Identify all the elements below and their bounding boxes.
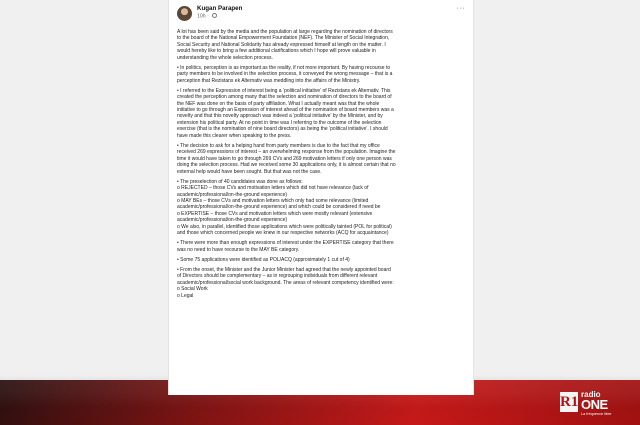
post-text-line: o Social Work (177, 286, 208, 293)
more-options-icon[interactable]: ··· (456, 5, 465, 12)
post-text-line: • The preselection of 40 candidates was done as follows: (177, 178, 303, 185)
post-paragraph (177, 257, 463, 263)
post-text-line: created the perception among many that the selection and nomination of directors to the board of (177, 94, 392, 101)
logo-radio-text: radio (581, 390, 601, 399)
post-text-line: party members to be involved in the selection process, it conveyed the wrong message – that is a (177, 71, 393, 78)
post-text-line: • I referred to the Expression of interest being a ‘political initiative’ of Rezistans ek Alternativ. This (177, 87, 391, 94)
globe-icon (212, 13, 217, 18)
post-paragraph (177, 88, 463, 139)
post-text-line: o We also, in parallel, identified those applications which were politically tainted (POL for political) (177, 223, 392, 230)
post-meta (197, 13, 217, 20)
post-paragraph (177, 143, 463, 175)
post-text-line: initiative to go through an Expression of interest ahead of the nomination of board members was a (177, 107, 394, 114)
post-text-line: understanding the whole selection process. (177, 54, 273, 61)
post-text-line: of Directors should be complementary – as in regrouping individuals from different relevant (177, 273, 378, 280)
post-text-line: and those which concerned people we knew in our respective networks (ACQ for acquaintance) (177, 229, 389, 236)
post-text-line: academic/professional/on-the-ground experience) and which could be considered if need be (177, 204, 381, 211)
post-text-line: o EXPERTISE – those CVs and motivation letters which were mostly relevant (extensive (177, 210, 373, 217)
meta-separator: · (207, 13, 209, 20)
post-text-line: perception that Rezistans ek Alternativ was meddling into the affairs of the Ministry. (177, 77, 361, 84)
author-name[interactable]: Kugan Parapen (197, 5, 243, 12)
post-header (169, 0, 473, 28)
post-text-line: academic/professional/social work background. The areas of relevant competency identified were: (177, 279, 394, 286)
post-text-line: the NEF was done on the basis of party affiliation. What I actually meant was that the whole (177, 100, 380, 107)
post-text-line: o Legal (177, 292, 194, 299)
post-text-line: Social Security and National Solidarity has already expressed himself at length on the matter. I (177, 41, 386, 48)
post-text-line: • Some 75 applications were identified as POL/ACQ (approximately 1 cut of 4) (177, 256, 350, 263)
post-text-line: time it would have taken to go through 269 CVs and 269 motivation letters if only one person was (177, 155, 392, 162)
post-text-line: doing the selection process. Had we received some 30 applications only, it is almost certain that no (177, 162, 396, 169)
post-text-line: A lot has been said by the media and the population at large regarding the nomination of directors (177, 29, 393, 35)
post-text-line: external help would have been sought. But that was not the case. (177, 168, 322, 175)
post-text-line: o REJECTED – those CVs and motivation letters which did not have relevance (lack of (177, 185, 369, 192)
author-avatar[interactable] (177, 6, 192, 21)
post-text-line: • From the onset, the Minister and the Junior Minister had agreed that the newly appointed board (177, 266, 391, 273)
post-text-line: received 269 expressions of interest – an overwhelming response from the population. Imagine the (177, 149, 396, 156)
post-text-line: o MAY BEs – those CVs and motivation letters which only had some relevance (limited (177, 197, 369, 204)
radio-one-logo (560, 390, 632, 420)
logo-tagline: La fréquence libre (581, 412, 612, 416)
post-text-line: extension his political party. At no point in time was I referring to the outcome of the selection (177, 119, 382, 126)
post-text-line: was no need to have recourse to the MAY BE category. (177, 246, 300, 253)
post-text-line: exercise (that is the nomination of nine board directors) as being the ‘political initiative’. I should (177, 126, 388, 133)
post-body (169, 28, 473, 299)
post-paragraph (177, 179, 463, 237)
post-text-line: • The decision to ask for a helping hand from party members is due to the fact that my office (177, 142, 380, 149)
post-text-line: to the board of the National Empowerment Foundation (NEF). The Minister of Social Integration, (177, 35, 390, 42)
post-paragraph (177, 65, 463, 84)
post-text-line: have made this clearer when speaking to the press. (177, 132, 292, 139)
post-paragraph (177, 29, 463, 61)
logo-one-text: ONE (581, 397, 608, 412)
post-text-line: would hereby like to bring a few additional clarifications which I hope will prove valuable in (177, 48, 376, 55)
post-paragraph (177, 240, 463, 253)
logo-mark: R1 (560, 394, 579, 410)
post-text-line: novelty and that this novelty approach was indeed a ‘political initiative’ by the Minister, and by (177, 113, 383, 120)
post-time[interactable]: 10h (197, 13, 206, 20)
post-paragraph (177, 267, 463, 299)
post-text-line: academic/professional/on-the-ground experience) (177, 217, 288, 224)
post-text-line: • In politics, perception is as important as the reality, if not more important. By having recourse to (177, 64, 391, 71)
facebook-post (168, 0, 474, 395)
post-text-line: academic/professional/on-the-ground experience) (177, 191, 288, 198)
post-text-line: • There were more than enough expressions of interest under the EXPERTISE category that there (177, 240, 394, 247)
